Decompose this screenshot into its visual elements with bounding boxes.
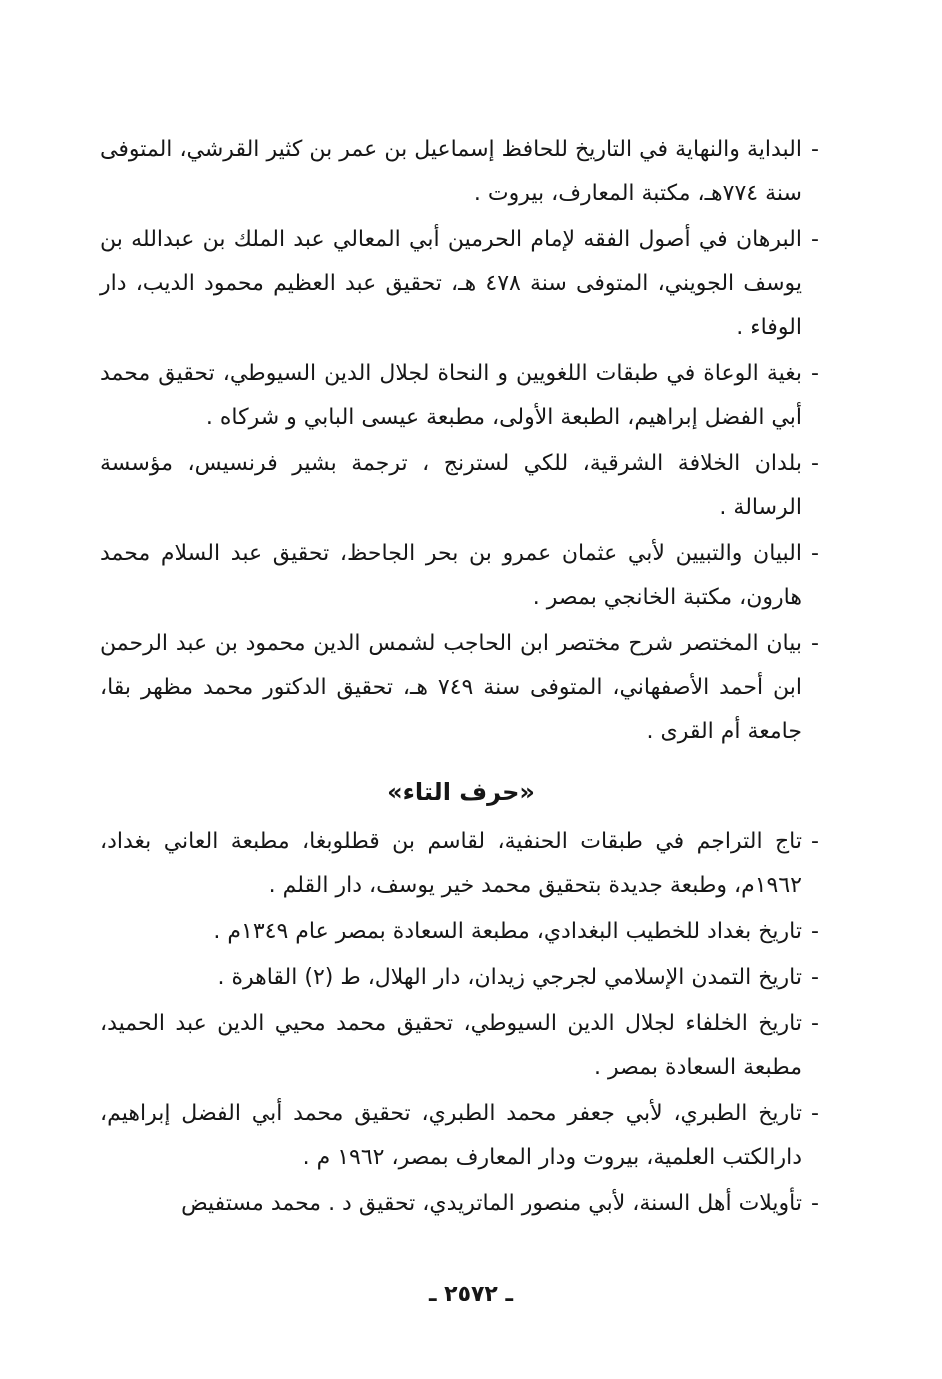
entry-text: البيان والتبيين لأبي عثمان عمرو بن بحر الجاحظ، تحقيق عبد السلام محمد هارون، مكتبة الخانجي بمصر .: [100, 541, 802, 610]
bibliography-entry: [100, 352, 822, 440]
bullet-dash: -: [811, 829, 819, 854]
bibliography-entry: [100, 128, 822, 216]
page-number: ـ ٢٥٧٢ ـ: [428, 1282, 514, 1307]
bullet-dash: -: [811, 965, 819, 990]
bibliography-entry: [100, 442, 822, 530]
section-heading: «حرف التاء»: [387, 778, 535, 806]
bullet-dash: -: [811, 451, 819, 476]
bibliography-entry: [100, 218, 822, 350]
bullet-dash: -: [811, 137, 819, 162]
entry-text: تاريخ الطبري، لأبي جعفر محمد الطبري، تحقيق محمد أبي الفضل إبراهيم، دارالكتب العلمية، بيروت ودار المعارف بمصر، ١٩٦٢ م .: [100, 1101, 802, 1170]
bullet-dash: -: [811, 631, 819, 656]
bullet-dash: -: [811, 1191, 819, 1216]
entry-text: البداية والنهاية في التاريخ للحافظ إسماعيل بن عمر بن كثير القرشي، المتوفى سنة ٧٧٤هـ، مكتبة المعارف، بيروت .: [100, 137, 802, 206]
entry-text: بلدان الخلافة الشرقية، للكي لسترنج ، ترجمة بشير فرنسيس، مؤسسة الرسالة .: [100, 451, 802, 520]
entry-text: تاج التراجم في طبقات الحنفية، لقاسم بن قطلوبغا، مطبعة العاني بغداد، ١٩٦٢م، وطبعة جديدة بتحقيق محمد خير يوسف، دار القلم .: [100, 829, 802, 898]
bullet-dash: -: [811, 919, 819, 944]
bibliography-entry: [100, 956, 822, 1000]
entry-text: تأويلات أهل السنة، لأبي منصور الماتريدي، تحقيق د . محمد مستفيض: [181, 1191, 802, 1216]
entry-text: تاريخ بغداد للخطيب البغدادي، مطبعة السعادة بمصر عام ١٣٤٩م .: [213, 919, 802, 944]
bibliography-entry: [100, 622, 822, 754]
bullet-dash: -: [811, 1101, 819, 1126]
entry-text: بغية الوعاة في طبقات اللغويين و النحاة لجلال الدين السيوطي، تحقيق محمد أبي الفضل إبراهيم، الطبعة الأولى، مطبعة عيسى البابي و شركاه .: [100, 361, 802, 430]
entry-text: البرهان في أصول الفقه لإمام الحرمين أبي المعالي عبد الملك بن عبدالله بن يوسف الجويني، المتوفى سنة ٤٧٨ هـ، تحقيق عبد العظيم محمود الديب، دار الوفاء .: [100, 227, 803, 340]
entry-text: تاريخ التمدن الإسلامي لجرجي زيدان، دار الهلال، ط (٢) القاهرة .: [217, 965, 802, 990]
bibliography-page: [100, 128, 822, 1228]
bibliography-entry: [100, 1092, 822, 1180]
bullet-dash: -: [811, 361, 819, 386]
bullet-dash: -: [811, 541, 819, 566]
entry-text: بيان المختصر شرح مختصر ابن الحاجب لشمس الدين محمود بن عبد الرحمن ابن أحمد الأصفهاني، المتوفى سنة ٧٤٩ هـ، تحقيق الدكتور محمد مظهر بقا، جامعة أم القرى .: [100, 631, 803, 744]
entry-text: تاريخ الخلفاء لجلال الدين السيوطي، تحقيق محمد محيي الدين عبد الحميد، مطبعة السعادة بمصر .: [100, 1011, 802, 1080]
bullet-dash: -: [811, 1011, 819, 1036]
bullet-dash: -: [811, 227, 819, 252]
bibliography-entry: [100, 1182, 822, 1226]
bibliography-entry: [100, 532, 822, 620]
bibliography-entry: [100, 820, 822, 908]
bibliography-entry: [100, 910, 822, 954]
bibliography-entry: [100, 1002, 822, 1090]
